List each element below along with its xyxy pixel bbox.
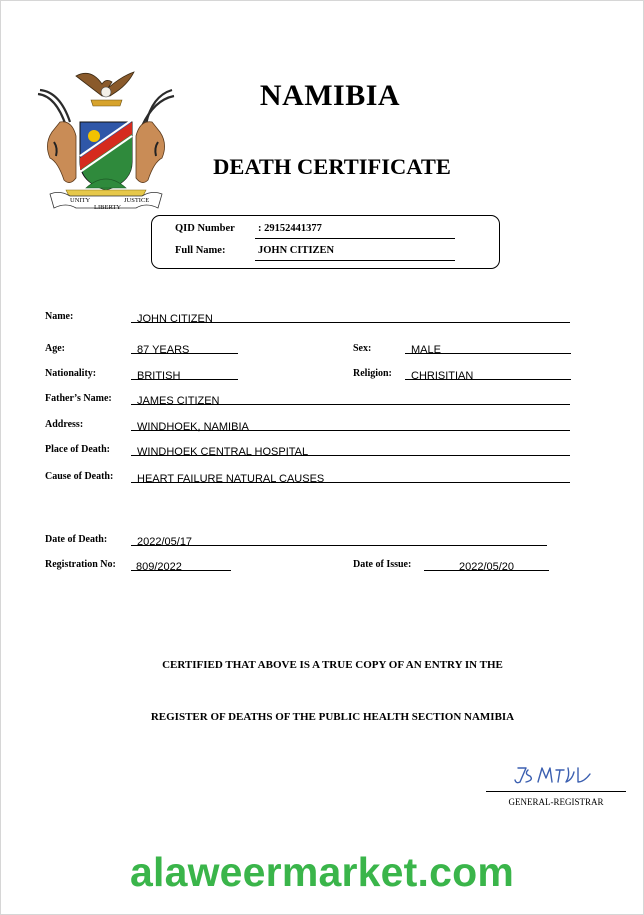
name-field [131, 309, 570, 323]
registrar-title: GENERAL-REGISTRAR [508, 797, 604, 807]
age-value: 87 YEARS [137, 344, 190, 356]
date-of-death-value: 2022/05/17 [137, 536, 193, 548]
sex-value: MALE [411, 344, 441, 356]
sex-field [405, 340, 571, 354]
qid-value: : 29152441377 [258, 223, 322, 234]
religion-label: Religion: [353, 368, 392, 379]
svg-text:UNITY: UNITY [70, 197, 91, 204]
religion-value: CHRISITIAN [411, 370, 474, 382]
cause-of-death-field [131, 469, 570, 483]
religion-field [405, 366, 571, 380]
watermark-text: alaweermarket.com [129, 849, 514, 895]
full-name-underline [255, 260, 455, 261]
father-name-value: JAMES CITIZEN [137, 395, 220, 407]
svg-text:JUSTICE: JUSTICE [124, 197, 150, 204]
full-name-label: Full Name: [175, 245, 226, 256]
nationality-value: BRITISH [137, 370, 181, 382]
date-of-issue-value: 2022/05/20 [458, 561, 515, 573]
full-name-value: JOHN CITIZEN [258, 245, 335, 256]
qid-underline [255, 238, 455, 239]
place-of-death-field [131, 442, 570, 456]
registration-label: Registration No: [45, 559, 116, 570]
name-value: JOHN CITIZEN [137, 313, 213, 325]
certification-line-1: CERTIFIED THAT ABOVE IS A TRUE COPY OF AN ENTRY IN THE [162, 659, 503, 671]
age-label: Age: [45, 343, 65, 354]
sex-label: Sex: [353, 343, 372, 354]
father-name-field [131, 391, 570, 405]
place-of-death-label: Place of Death: [45, 444, 110, 455]
coat-of-arms-icon [36, 66, 176, 212]
registration-field [131, 557, 231, 571]
date-of-death-label: Date of Death: [45, 534, 108, 545]
name-label: Name: [45, 311, 74, 322]
date-of-issue-field [424, 557, 549, 571]
place-of-death-value: WINDHOEK CENTRAL HOSPITAL [137, 446, 309, 458]
document-title: DEATH CERTIFICATE [213, 154, 451, 179]
certification-line-2: REGISTER OF DEATHS OF THE PUBLIC HEALTH SECTION NAMIBIA [150, 711, 515, 723]
father-name-label: Father’s Name: [45, 393, 112, 404]
nationality-field [131, 366, 238, 380]
date-of-issue-label: Date of Issue: [353, 559, 412, 570]
svg-text:LIBERTY: LIBERTY [94, 204, 122, 211]
address-field [131, 417, 570, 431]
signature-line [486, 791, 626, 792]
country-title: NAMIBIA [259, 79, 401, 112]
date-of-death-field [131, 532, 547, 546]
address-value: WINDHOEK, NAMIBIA [137, 421, 249, 433]
qid-label: QID Number [175, 223, 235, 234]
registrar-signature [512, 762, 596, 788]
address-label: Address: [45, 419, 84, 430]
nationality-label: Nationality: [45, 368, 97, 379]
cause-of-death-label: Cause of Death: [45, 471, 114, 482]
age-field [131, 340, 238, 354]
registration-value: 809/2022 [136, 561, 182, 573]
cause-of-death-value: HEART FAILURE NATURAL CAUSES [137, 473, 325, 485]
